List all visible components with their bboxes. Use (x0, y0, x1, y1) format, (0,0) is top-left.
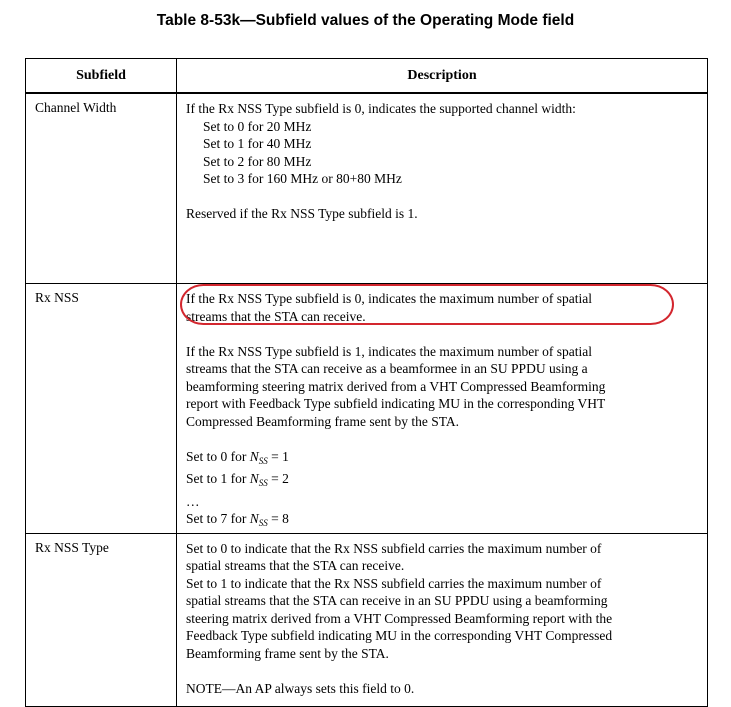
description-line: Set to 2 for 80 MHz (203, 153, 312, 169)
description-line: streams that the STA can receive as a beamformee in an SU PPDU using a (186, 361, 588, 376)
table-row-channel-width (26, 93, 708, 284)
description-line: Compressed Beamforming frame sent by the STA. (186, 413, 459, 429)
description-line: Set to 0 for 20 MHz (203, 118, 312, 134)
note-line: NOTE—An AP always sets this field to 0. (186, 680, 415, 696)
description-line: Set to 1 for 40 MHz (203, 136, 312, 151)
nss-setting-line: Set to 0 for $N_{SS} = 1$ (186, 448, 289, 466)
description-line: If the Rx NSS Type subfield is 1, indicates the maximum number of spatial (186, 343, 592, 359)
table-row-rx-nss-type (26, 533, 708, 706)
table-row-rx-nss (26, 284, 708, 534)
nss-setting-line: Set to 7 for $N_{SS} = 8$ (186, 511, 289, 528)
header-description: Description (177, 59, 708, 94)
highlighted-passage (186, 290, 701, 325)
description-line: Set to 3 for 160 MHz or 80+80 MHz (203, 171, 402, 186)
description-line: Beamforming frame sent by the STA. (186, 645, 389, 661)
description-line: If the Rx NSS Type subfield is 0, indicates the maximum number of spatial (186, 291, 592, 306)
description-line: spatial streams that the STA can receive. (186, 558, 405, 573)
description-line: report with Feedback Type subfield indicating MU in the corresponding VHT (186, 396, 606, 411)
description-line: If the Rx NSS Type subfield is 0, indicates the supported channel width: (186, 101, 576, 116)
description-cell (177, 93, 708, 284)
table-caption: Table 8-53k—Subfield values of the Operating Mode field (156, 12, 575, 29)
description-cell (177, 533, 708, 706)
description-line: spatial streams that the STA can receive in an SU PPDU using a beamforming (186, 593, 608, 608)
subfield-cell: Rx NSS (26, 284, 177, 534)
ellipsis: … (186, 493, 200, 509)
subfield-cell: Rx NSS Type (26, 533, 177, 706)
subfield-cell: Channel Width (26, 93, 177, 284)
description-line: Feedback Type subfield indicating MU in the corresponding VHT Compressed (186, 628, 613, 643)
description-line: Set to 1 to indicate that the Rx NSS subfield carries the maximum number of (186, 575, 602, 591)
description-line: beamforming steering matrix derived from a VHT Compressed Beamforming (186, 378, 606, 394)
description-line: steering matrix derived from a VHT Compressed Beamforming report with the (186, 610, 613, 626)
description-line: streams that the STA can receive. (186, 308, 366, 324)
table-header-row (26, 59, 708, 94)
nss-setting-line: Set to 1 for $N_{SS} = 2$ (186, 471, 289, 488)
description-cell (177, 284, 708, 534)
description-line: Set to 0 to indicate that the Rx NSS subfield carries the maximum number of (186, 540, 602, 556)
operating-mode-table (25, 58, 708, 707)
header-subfield: Subfield (26, 59, 177, 94)
description-line: Reserved if the Rx NSS Type subfield is 1. (186, 206, 418, 221)
